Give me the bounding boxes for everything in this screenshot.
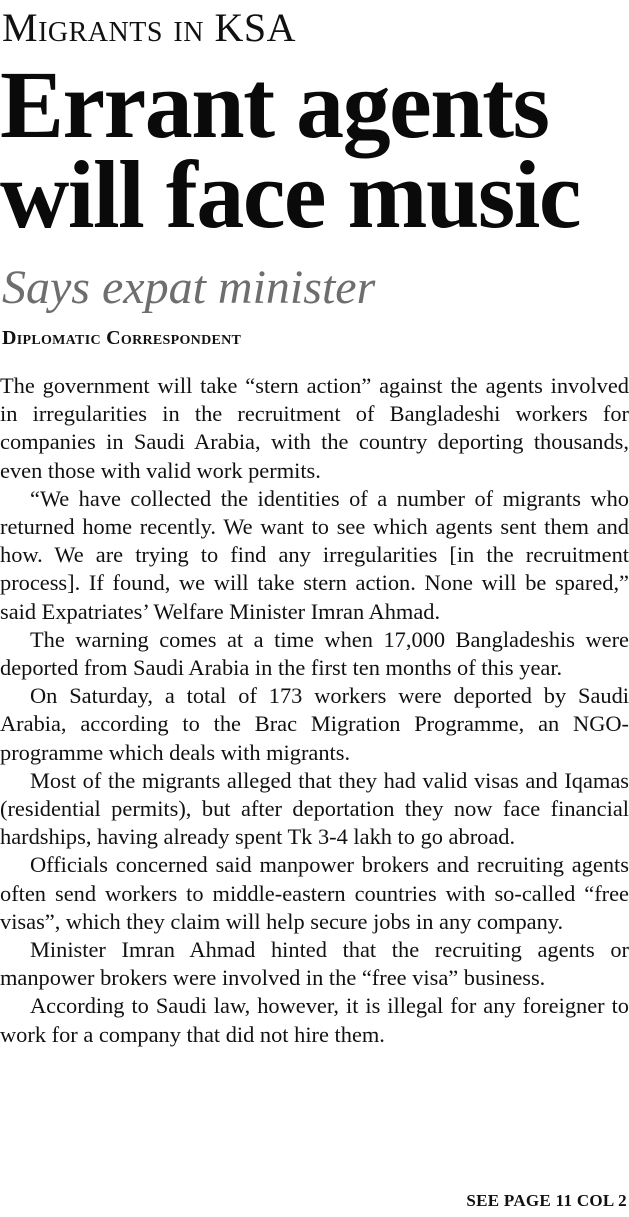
paragraph-1: The government will take “stern action” against the agents involved in irregularities in the recruitment of Bangladeshi workers for companies in Saudi Arabia, with the country deporting thousands, even those with valid work permits.: [0, 373, 629, 483]
paragraph-5: Most of the migrants alleged that they had valid visas and Iqamas (residential permits), but after deportation they now face financial hardships, having already spent Tk 3-4 lakh to go abroad.: [0, 767, 629, 850]
paragraph-7: Minister Imran Ahmad hinted that the recruiting agents or manpower brokers were involved in the “free visa” business.: [0, 937, 629, 991]
paragraph-4: On Saturday, a total of 173 workers were deported by Saudi Arabia, according to the Brac Migration Programme, an NGO-programme which deals with migrants.: [0, 683, 629, 765]
paragraph-2: “We have collected the identities of a number of migrants who returned home recently. We want to see which agents sent them and how. We are trying to find any irregularities [in the recruitment process]. If found, we will take stern action. None will be spared,” said Expatriates’ Welfare Minister Imran Ahmad.: [0, 485, 629, 624]
byline: Diplomatic Correspondent: [2, 327, 242, 349]
paragraph-6: Officials concerned said manpower brokers and recruiting agents often send workers to middle-eastern countries with so-called “free visas”, which they claim will help secure jobs in any company.: [0, 852, 629, 934]
headline-line-1: Errant agents: [0, 51, 549, 158]
headline: [0, 51, 629, 248]
headline-line-2: will face music: [0, 141, 581, 248]
paragraph-3: The warning comes at a time when 17,000 Bangladeshis were deported from Saudi Arabia in the first ten months of this year.: [0, 626, 629, 681]
paragraph-8: According to Saudi law, however, it is illegal for any foreigner to work for a company that did not hire them.: [0, 993, 629, 1047]
continuation-link[interactable]: SEE PAGE 11 COL 2: [466, 1191, 627, 1210]
section-kicker: Migrants in KSA: [2, 5, 296, 50]
article-body: [0, 372, 629, 1049]
subheadline: Says expat minister: [2, 261, 376, 314]
